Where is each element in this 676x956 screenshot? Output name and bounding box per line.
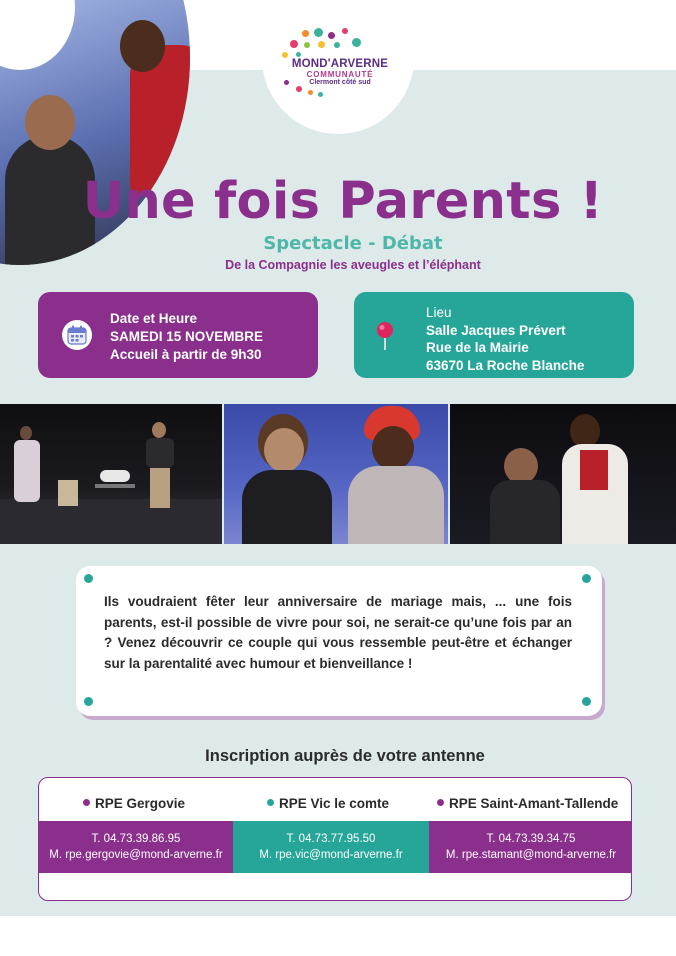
date-box [38, 292, 318, 378]
bullet-icon [267, 799, 274, 806]
description-text: Ils voudraient fêter leur anniversaire de mariage mais, ... une fois parents, est-il possible de vivre pour soi, ne serait-ce qu’une fois par an ? Venez découvrir ce couple qui vous ressemble peut-être et échanger sur la parentalité avec humour et bienveillance ! [104, 594, 572, 671]
phone: T. 04.73.39.34.75 [486, 833, 576, 845]
antenna-vic: RPE Vic le comte [267, 796, 389, 811]
phone: T. 04.73.39.86.95 [91, 833, 181, 845]
phone: T. 04.73.77.95.50 [286, 833, 376, 845]
contact-gergovie [39, 821, 233, 873]
place-label: Lieu [426, 305, 452, 320]
logo-tagline: Clermont côté sud [309, 79, 371, 86]
corner-dot [582, 697, 591, 706]
corner-dot [84, 697, 93, 706]
logo-subname: COMMUNAUTÉ [306, 70, 374, 79]
date-label: Date et Heure [110, 311, 198, 326]
stage-photo-2 [224, 404, 448, 544]
inscription-title: Inscription auprès de votre antenne [205, 747, 485, 765]
bullet-icon [83, 799, 90, 806]
place-box [354, 292, 634, 378]
email-link[interactable]: M. rpe.stamant@mond-arverne.fr [445, 849, 617, 861]
event-date: SAMEDI 15 NOVEMBRE [110, 329, 264, 344]
antenna-saint-amant: RPE Saint-Amant-Tallende [437, 796, 618, 811]
contact-vic [233, 821, 429, 873]
corner-dot [84, 574, 93, 583]
event-time: Accueil à partir de 9h30 [110, 347, 262, 362]
email-link[interactable]: M. rpe.vic@mond-arverne.fr [259, 849, 403, 861]
calendar-icon [62, 320, 92, 350]
venue-city: 63670 La Roche Blanche [426, 357, 585, 373]
map-pin-icon [370, 320, 400, 350]
company-line: De la Compagnie les aveugles et l’éléphant [225, 258, 481, 272]
logo [280, 58, 400, 86]
subtitle: Spectacle - Débat [263, 233, 443, 254]
email-link[interactable]: M. rpe.gergovie@mond-arverne.fr [49, 849, 223, 861]
stage-photo-3 [450, 404, 676, 544]
corner-dot [582, 574, 591, 583]
antenna-gergovie: RPE Gergovie [83, 796, 185, 811]
logo-name: MOND'ARVERNE [291, 58, 389, 70]
contacts-panel [38, 777, 632, 901]
stage-photo-1 [0, 404, 222, 544]
venue-name: Salle Jacques Prévert [426, 322, 566, 338]
description-card [76, 566, 602, 716]
bullet-icon [437, 799, 444, 806]
page-title: Une fois Parents ! [82, 172, 604, 231]
venue-street: Rue de la Mairie [426, 340, 529, 355]
contact-saint-amant [429, 821, 632, 873]
photo-strip [0, 404, 676, 544]
